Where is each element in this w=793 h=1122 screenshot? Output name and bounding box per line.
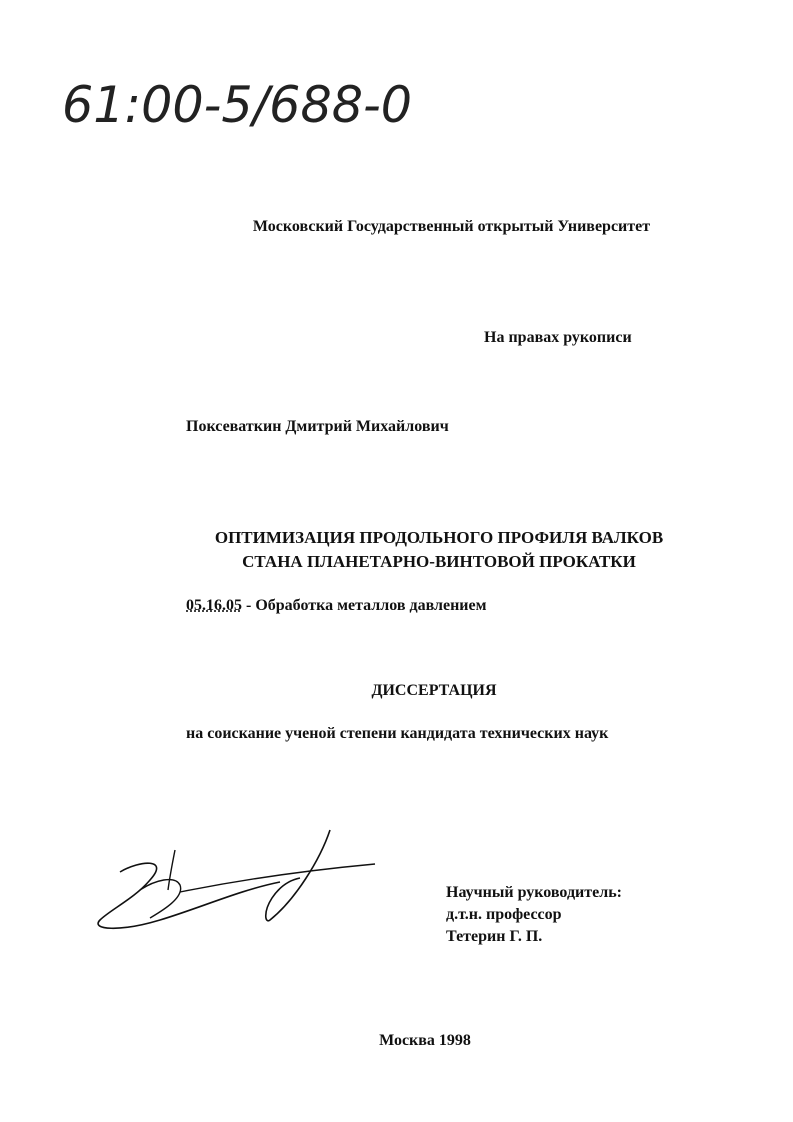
supervisor-label: Научный руководитель: [446,884,622,901]
city-and-year: Москва 1998 [379,1032,471,1049]
degree-statement: на соискание ученой степени кандидата технических наук [186,725,609,742]
supervisor-block [446,882,622,948]
supervisor-rank: д.т.н. профессор [446,906,562,923]
supervisor-name: Тетерин Г. П. [446,928,543,945]
dissertation-title [0,526,793,574]
author-name: Поксеваткин Дмитрий Михайлович [186,418,449,435]
handwritten-archive-code [62,70,422,140]
speciality-code: 05.16.05 [186,597,242,614]
archive-code-text: 61:00-5/688-0 [62,76,412,134]
title-line-1: ОПТИМИЗАЦИЯ ПРОДОЛЬНОГО ПРОФИЛЯ ВАЛКОВ [214,528,664,547]
speciality-name: Обработка металлов давлением [255,597,487,614]
document-type: ДИССЕРТАЦИЯ [371,682,497,699]
speciality-separator: - [242,597,256,614]
speciality [186,597,487,615]
manuscript-rights-note: На правах рукописи [484,329,632,346]
university-name: Московский Государственный открытый Университет [252,218,651,235]
title-line-2: СТАНА ПЛАНЕТАРНО-ВИНТОВОЙ ПРОКАТКИ [242,552,636,571]
signature [80,820,380,940]
